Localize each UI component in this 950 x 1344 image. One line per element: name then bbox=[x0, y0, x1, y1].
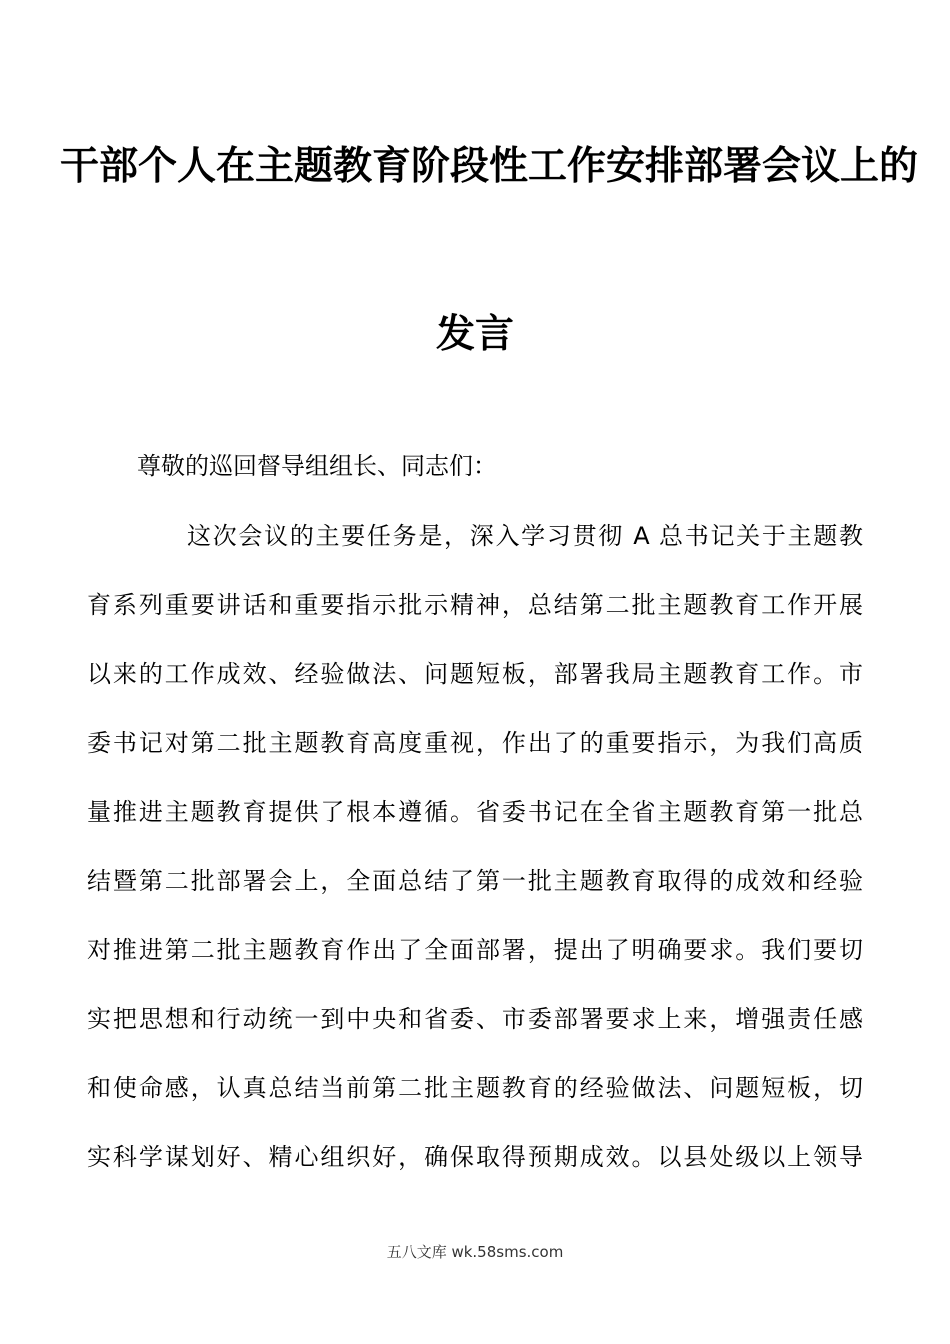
document-title-line-1: 干部个人在主题教育阶段性工作安排部署会议上的 bbox=[60, 144, 919, 189]
footer-watermark: 五八文库 wk.58sms.com bbox=[386, 1243, 564, 1261]
body-line: 实科学谋划好、精心组织好，确保取得预期成效。以县处级以上领导 bbox=[87, 1143, 863, 1171]
body-line: 实把思想和行动统一到中央和省委、市委部署要求上来，增强责任感 bbox=[87, 1005, 863, 1033]
body-line: 以来的工作成效、经验做法、问题短板，部署我局主题教育工作。市 bbox=[87, 660, 863, 688]
body-line: 这次会议的主要任务是，深入学习贯彻 A 总书记关于主题教 bbox=[187, 522, 863, 550]
body-line: 和使命感，认真总结当前第二批主题教育的经验做法、问题短板，切 bbox=[87, 1074, 863, 1102]
document-title-line-2: 发言 bbox=[435, 312, 514, 357]
body-line: 育系列重要讲话和重要指示批示精神，总结第二批主题教育工作开展 bbox=[87, 591, 863, 619]
body-line: 对推进第二批主题教育作出了全面部署，提出了明确要求。我们要切 bbox=[87, 936, 863, 964]
salutation: 尊敬的巡回督导组组长、同志们： bbox=[137, 452, 497, 480]
body-line: 量推进主题教育提供了根本遵循。省委书记在全省主题教育第一批总 bbox=[87, 798, 863, 826]
body-line: 委书记对第二批主题教育高度重视，作出了的重要指示，为我们高质 bbox=[87, 729, 863, 757]
body-line: 结暨第二批部署会上，全面总结了第一批主题教育取得的成效和经验 bbox=[87, 867, 863, 895]
